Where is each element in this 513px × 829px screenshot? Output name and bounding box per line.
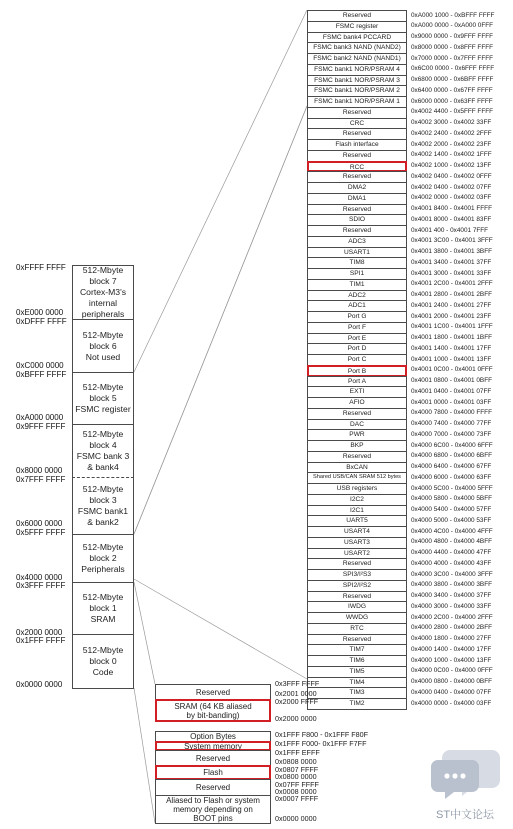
block-boundary-address: 0xA000 0000: [16, 413, 64, 422]
peripheral-address-range: 0x4000 7000 - 0x4000 73FF: [411, 430, 492, 438]
block-boundary-address: 0x2000 0000: [16, 628, 63, 637]
peripheral-address-range: 0x4001 8400 - 0x4001 FFFF: [411, 205, 492, 212]
peripheral-address-range: 0x4002 1400 - 0x4002 1FFF: [411, 151, 492, 159]
memory-block-label: 512-Mbyte block 2 Peripherals: [81, 542, 125, 574]
peripheral-cell: SPI3/I²S3: [307, 569, 407, 581]
peripheral-cell: TIM7: [307, 644, 407, 656]
peripheral-cell: Port F: [307, 322, 407, 334]
code-sram-region: Aliased to Flash or system memory depending on BOOT pins: [155, 795, 271, 824]
peripheral-address-range: 0x4000 4800 - 0x4000 4BFF: [411, 538, 493, 546]
peripheral-address-range: 0x4001 0800 - 0x4001 0BFF: [411, 377, 493, 384]
peripheral-address-range: 0x4000 0C00 - 0x4000 0FFF: [411, 667, 493, 675]
code-sram-address: 0x07FF FFFF: [275, 780, 319, 789]
peripheral-cell: Reserved: [307, 150, 407, 162]
code-sram-address: 0x0800 0000: [275, 772, 317, 781]
memory-block-2: [72, 534, 134, 583]
code-sram-address: 0x2000 0000: [275, 714, 317, 723]
memory-block-label: 512-Mbyte block 7 Cortex-M3's internal peripherals: [79, 265, 127, 319]
peripheral-address-range: 0x4000 5400 - 0x4000 57FF: [411, 506, 492, 513]
peripheral-cell: UART5: [307, 515, 407, 527]
peripheral-address-range: 0x4002 2000 - 0x4002 23FF: [411, 140, 492, 148]
peripheral-address-range: 0x6400 0000 - 0x67FF FFFF: [411, 86, 493, 94]
peripheral-cell: RCC: [307, 161, 407, 173]
code-sram-address: 0x0007 FFFF: [275, 794, 319, 803]
peripheral-cell: TIM5: [307, 666, 407, 678]
peripheral-cell: FSMC bank1 NOR/PSRAM 3: [307, 75, 407, 87]
peripheral-cell: Reserved: [307, 225, 407, 237]
peripheral-cell: Port B: [307, 365, 407, 377]
peripheral-address-range: 0x4001 3C00 - 0x4001 3FFF: [411, 237, 493, 245]
peripheral-address-range: 0x8000 0000 - 0x8FFF FFFF: [411, 43, 494, 51]
peripheral-cell: Shared USB/CAN SRAM 512 bytes: [307, 472, 407, 484]
peripheral-cell: Port A: [307, 376, 407, 388]
peripheral-cell: USART2: [307, 548, 407, 560]
peripheral-cell: ADC1: [307, 300, 407, 312]
peripheral-cell: Reserved: [307, 128, 407, 140]
peripheral-cell: TIM1: [307, 279, 407, 291]
watermark: [428, 740, 508, 826]
peripheral-address-range: 0x4000 5000 - 0x4000 53FF: [411, 516, 492, 524]
peripheral-cell: WWDG: [307, 612, 407, 624]
peripheral-cell: BxCAN: [307, 462, 407, 474]
peripheral-address-range: 0x4000 6400 - 0x4000 67FF: [411, 463, 492, 470]
memory-block-label: 512-Mbyte block 4 FSMC bank 3 & bank4: [76, 429, 130, 472]
peripheral-address-range: 0x4000 7400 - 0x4000 77FF: [411, 420, 492, 427]
block-boundary-address: 0x3FFF FFFF: [16, 581, 66, 590]
peripheral-cell: CRC: [307, 118, 407, 130]
peripheral-address-range: 0x4001 3000 - 0x4001 33FF: [411, 269, 492, 277]
peripheral-cell: TIM2: [307, 698, 407, 710]
chat-bubble-icon: [428, 740, 508, 800]
peripheral-cell: TIM6: [307, 655, 407, 667]
peripheral-address-range: 0x4002 4400 - 0x5FFF FFFF: [411, 108, 494, 116]
peripheral-cell: FSMC bank2 NAND (NAND1): [307, 53, 407, 65]
peripheral-cell: USART4: [307, 526, 407, 538]
memory-block-label: 512-Mbyte block 1 SRAM: [82, 592, 124, 624]
block-boundary-address: 0xFFFF FFFF: [16, 263, 66, 272]
peripheral-cell: Reserved: [307, 10, 407, 22]
block-boundary-address: 0x7FFF FFFF: [16, 475, 66, 484]
block-boundary-address: 0xBFFF FFFF: [16, 370, 67, 379]
peripheral-cell: USB registers: [307, 483, 407, 495]
peripheral-address-range: 0x4001 3800 - 0x4001 3BFF: [411, 248, 493, 255]
code-sram-region: Flash: [155, 765, 271, 780]
peripheral-cell: TIM8: [307, 257, 407, 269]
code-sram-region: Reserved: [155, 684, 271, 700]
peripheral-cell: USART3: [307, 537, 407, 549]
peripheral-address-range: 0x4001 2400 - 0x4001 27FF: [411, 301, 492, 309]
peripheral-cell: DMA2: [307, 182, 407, 194]
peripheral-address-range: 0x4001 1400 - 0x4001 17FF: [411, 344, 492, 352]
peripheral-cell: SDIO: [307, 214, 407, 226]
memory-block-4: [72, 424, 134, 478]
peripheral-address-range: 0x4000 1000 - 0x4000 13FF: [411, 656, 492, 664]
peripheral-cell: PWR: [307, 429, 407, 441]
peripheral-cell: FSMC bank1 NOR/PSRAM 4: [307, 64, 407, 76]
block-boundary-address: 0x5FFF FFFF: [16, 528, 66, 537]
memory-block-1: [72, 582, 134, 635]
peripheral-cell: EXTI: [307, 386, 407, 398]
peripheral-cell: I2C1: [307, 505, 407, 517]
peripheral-cell: I2C2: [307, 494, 407, 506]
connector-code-bottom: [134, 688, 155, 823]
peripheral-address-range: 0x4001 8000 - 0x4001 83FF: [411, 215, 492, 223]
peripheral-address-range: 0x4002 2400 - 0x4002 2FFF: [411, 129, 492, 137]
memory-block-6: [72, 319, 134, 373]
peripheral-address-range: 0xA000 0000 - 0xA000 0FFF: [411, 22, 494, 30]
block-boundary-address: 0x1FFF FFFF: [16, 636, 66, 645]
peripheral-address-range: 0x4001 1000 - 0x4001 13FF: [411, 355, 492, 363]
peripheral-cell: Reserved: [307, 408, 407, 420]
peripheral-address-range: 0x4001 1C00 - 0x4001 1FFF: [411, 323, 493, 331]
peripheral-address-range: 0x6C00 0000 - 0x6FFF FFFF: [411, 65, 495, 73]
peripheral-address-range: 0x9000 0000 - 0x9FFF FFFF: [411, 33, 494, 40]
peripheral-address-range: 0x4000 4000 - 0x4000 43FF: [411, 559, 492, 567]
peripheral-cell: DAC: [307, 419, 407, 431]
peripheral-address-range: 0x4001 0C00 - 0x4001 0FFF: [411, 366, 493, 374]
peripheral-address-range: 0x6800 0000 - 0x6BFF FFFF: [411, 76, 494, 83]
peripheral-address-range: 0x4002 0000 - 0x4002 03FF: [411, 194, 492, 202]
peripheral-cell: Flash interface: [307, 139, 407, 151]
code-sram-address: 0x2001 0000: [275, 689, 317, 698]
memory-block-label: 512-Mbyte block 5 FSMC register: [75, 382, 131, 414]
peripheral-cell: IWDG: [307, 601, 407, 613]
peripheral-address-range: 0x4000 0800 - 0x4000 0BFF: [411, 678, 493, 685]
peripheral-address-range: 0x4000 6800 - 0x4000 6BFF: [411, 452, 493, 460]
code-sram-region: System memory: [155, 741, 271, 751]
peripheral-address-range: 0x6000 0000 - 0x63FF FFFF: [411, 97, 493, 105]
peripheral-cell: Reserved: [307, 107, 407, 119]
code-sram-address: 0x1FFF F800 - 0x1FFF F80F: [275, 730, 369, 739]
peripheral-address-range: 0x4001 400 - 0x4001 7FFF: [411, 226, 489, 234]
peripheral-cell: Reserved: [307, 558, 407, 570]
peripheral-address-range: 0x4000 0000 - 0x4000 03FF: [411, 699, 492, 707]
code-sram-region: Reserved: [155, 779, 271, 796]
code-sram-address: 0x0000 0000: [275, 814, 317, 823]
peripheral-cell: FSMC register: [307, 21, 407, 33]
memory-block-label: 512-Mbyte block 6 Not used: [82, 329, 124, 362]
peripheral-address-range: 0x4002 3000 - 0x4002 33FF: [411, 119, 492, 126]
peripheral-cell: Port C: [307, 354, 407, 366]
peripheral-address-range: 0x4000 6000 - 0x4000 63FF: [411, 473, 492, 481]
peripheral-address-range: 0x4000 5800 - 0x4000 5BFF: [411, 495, 493, 503]
peripheral-cell: RTC: [307, 623, 407, 635]
code-sram-address: 0x3FFF FFFF: [275, 679, 320, 688]
peripheral-address-range: 0x4001 0400 - 0x4001 07FF: [411, 387, 492, 395]
peripheral-cell: Reserved: [307, 171, 407, 183]
peripheral-cell: FSMC bank3 NAND (NAND2): [307, 42, 407, 54]
code-sram-region: Reserved: [155, 750, 271, 766]
peripheral-cell: BKP: [307, 440, 407, 452]
block-boundary-address: 0x8000 0000: [16, 466, 63, 475]
memory-block-label: 512-Mbyte block 0 Code: [82, 645, 124, 677]
peripheral-address-range: 0x4001 2000 - 0x4001 23FF: [411, 312, 492, 320]
peripheral-cell: Port G: [307, 311, 407, 323]
peripheral-address-range: 0x4001 3400 - 0x4001 37FF: [411, 258, 492, 266]
memory-block-7: [72, 265, 134, 320]
peripheral-cell: TIM4: [307, 677, 407, 689]
peripheral-cell: Reserved: [307, 204, 407, 216]
connector-periph-top: [134, 106, 307, 534]
peripheral-address-range: 0x4000 5C00 - 0x4000 5FFF: [411, 484, 493, 492]
code-sram-address: 0x1FFF F000- 0x1FFF F7FF: [275, 739, 367, 748]
peripheral-cell: SPI2/I²S2: [307, 580, 407, 592]
connector-sram-top: [134, 582, 155, 684]
block-boundary-address: 0x4000 0000: [16, 573, 63, 582]
block-boundary-address: 0xE000 0000: [16, 308, 64, 317]
peripheral-address-range: 0x4000 3C00 - 0x4000 3FFF: [411, 570, 493, 578]
peripheral-address-range: 0x4000 0400 - 0x4000 07FF: [411, 688, 492, 696]
code-sram-region: SRAM (64 KB aliased by bit-banding): [155, 699, 271, 722]
peripheral-cell: Port D: [307, 343, 407, 355]
block-boundary-address: 0x9FFF FFFF: [16, 422, 66, 431]
peripheral-cell: ADC3: [307, 236, 407, 248]
connector-periph-bottom: [134, 579, 307, 679]
peripheral-address-range: 0x4000 3400 - 0x4000 37FF: [411, 592, 492, 599]
code-sram-address: 0x0808 0000: [275, 757, 317, 766]
peripheral-cell: Port E: [307, 333, 407, 345]
peripheral-cell: Reserved: [307, 451, 407, 463]
peripheral-address-range: 0x4000 1400 - 0x4000 17FF: [411, 645, 492, 653]
block-boundary-address: 0xDFFF FFFF: [16, 317, 67, 326]
connector-fsmc-top: [134, 10, 307, 372]
peripheral-cell: FSMC bank4 PCCARD: [307, 32, 407, 44]
watermark-text: ST中文论坛: [436, 809, 495, 821]
peripheral-address-range: 0x7000 0000 - 0x7FFF FFFF: [411, 54, 494, 62]
peripheral-address-range: 0x4002 1000 - 0x4002 13FF: [411, 162, 492, 169]
peripheral-cell: Reserved: [307, 591, 407, 603]
code-sram-address: 0x1FFF EFFF: [275, 748, 320, 757]
block-boundary-address: 0x6000 0000: [16, 519, 63, 528]
block-boundary-address: 0xC000 0000: [16, 361, 64, 370]
peripheral-cell: DMA1: [307, 193, 407, 205]
peripheral-address-range: 0x4000 6C00 - 0x4000 6FFF: [411, 441, 493, 449]
code-sram-region: Option Bytes: [155, 731, 271, 742]
peripheral-cell: Reserved: [307, 634, 407, 646]
peripheral-address-range: 0x4002 0400 - 0x4002 0FFF: [411, 172, 492, 180]
code-sram-address: 0x0807 FFFF: [275, 765, 319, 774]
peripheral-address-range: 0x4000 2C00 - 0x4000 2FFF: [411, 613, 493, 621]
peripheral-address-range: 0x4001 2800 - 0x4001 2BFF: [411, 291, 493, 298]
peripheral-address-range: 0x4000 1800 - 0x4000 27FF: [411, 635, 492, 642]
memory-block-0: [72, 634, 134, 689]
peripheral-cell: FSMC bank1 NOR/PSRAM 2: [307, 85, 407, 97]
memory-block-5: [72, 372, 134, 425]
peripheral-cell: AFIO: [307, 397, 407, 409]
peripheral-cell: TIM3: [307, 687, 407, 699]
peripheral-cell: SPI1: [307, 268, 407, 280]
peripheral-address-range: 0x4000 7800 - 0x4000 FFFF: [411, 409, 492, 417]
peripheral-address-range: 0x4000 3000 - 0x4000 33FF: [411, 602, 492, 610]
peripheral-address-range: 0x4001 0000 - 0x4001 03FF: [411, 398, 492, 406]
block-boundary-address: 0x0000 0000: [16, 680, 63, 689]
peripheral-address-range: 0x4000 4400 - 0x4000 47FF: [411, 549, 492, 556]
peripheral-cell: FSMC bank1 NOR/PSRAM 1: [307, 96, 407, 108]
peripheral-address-range: 0x4000 3800 - 0x4000 3BFF: [411, 581, 493, 589]
peripheral-address-range: 0xA000 1000 - 0xBFFF FFFF: [411, 11, 495, 19]
peripheral-address-range: 0x4000 2800 - 0x4000 2BFF: [411, 624, 493, 632]
peripheral-address-range: 0x4002 0400 - 0x4002 07FF: [411, 183, 492, 191]
peripheral-cell: USART1: [307, 247, 407, 259]
memory-block-label: 512-Mbyte block 3 FSMC bank1 & bank2: [77, 484, 129, 527]
peripheral-address-range: 0x4001 1800 - 0x4001 1BFF: [411, 334, 493, 341]
peripheral-cell: ADC2: [307, 290, 407, 302]
code-sram-address: 0x0008 0000: [275, 787, 317, 796]
code-sram-address: 0x2000 FFFF: [275, 697, 319, 706]
memory-block-3: [72, 477, 134, 535]
peripheral-address-range: 0x4001 2C00 - 0x4001 2FFF: [411, 280, 493, 288]
peripheral-address-range: 0x4000 4C00 - 0x4000 4FFF: [411, 527, 493, 535]
